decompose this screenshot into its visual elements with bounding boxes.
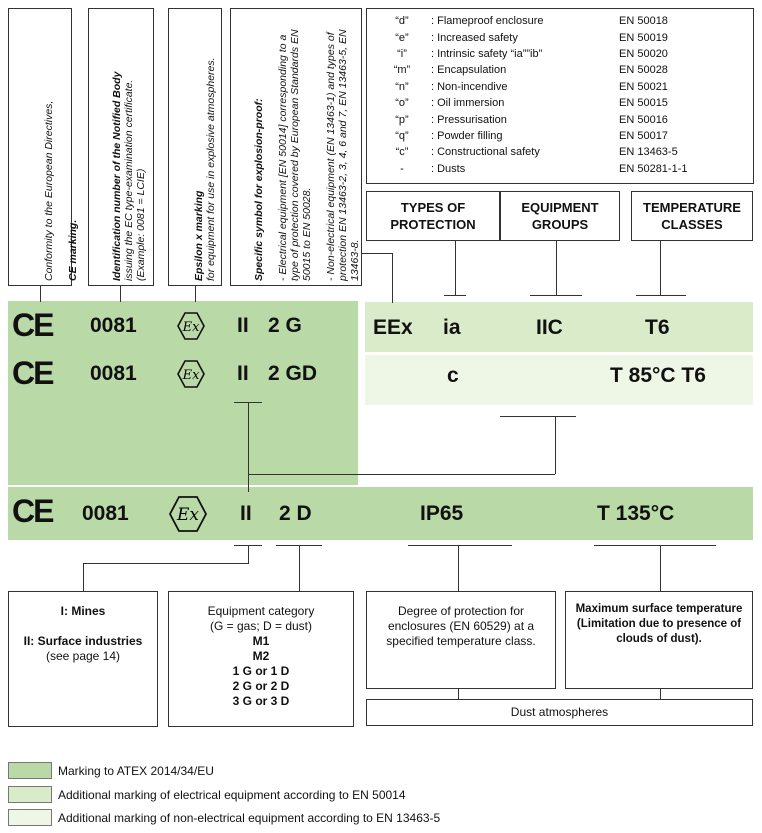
protection-row xyxy=(377,144,692,160)
protection-row xyxy=(377,62,692,78)
protection-row xyxy=(377,128,692,144)
ce-mark-row3: CE xyxy=(12,493,53,529)
protection-row xyxy=(377,79,692,95)
cat-sub: (G = gas; D = dust) xyxy=(209,619,313,633)
protection-name: : Increased safety xyxy=(431,31,518,44)
connector-spec-v xyxy=(392,253,393,303)
protection-code: “e” xyxy=(395,31,409,44)
protection-code: - xyxy=(400,162,404,175)
protection-name: : Oil immersion xyxy=(431,97,505,110)
types-header-line1: TYPES OF xyxy=(400,200,466,215)
eqgroup-row1: IIC xyxy=(536,316,563,339)
protection-code: “m” xyxy=(393,64,411,77)
category-row1: 2 G xyxy=(268,314,302,337)
connector-types xyxy=(455,241,456,295)
epsilon-x-icon-row1 xyxy=(176,311,206,346)
protection-row xyxy=(377,111,692,127)
connector-types-tick xyxy=(444,295,466,296)
ce-description-box xyxy=(8,8,79,286)
legend-atex: Marking to ATEX 2014/34/EU xyxy=(58,764,214,778)
dust-text: Dust atmospheres xyxy=(510,705,609,719)
protection-standard: EN 50018 xyxy=(619,15,668,28)
nb-number-row1: 0081 xyxy=(90,314,137,337)
nb-number-row3: 0081 xyxy=(82,502,129,525)
connector-group-v xyxy=(248,402,249,492)
connector-group-h xyxy=(248,474,555,475)
epsilon-description-box xyxy=(168,8,222,286)
connector-row3-cat xyxy=(299,545,300,591)
temp-text: (Limitation due to presence of clouds of dust). xyxy=(576,618,742,645)
group-row3: II xyxy=(240,502,252,525)
connector-ce xyxy=(40,286,41,302)
see-page-text: (see page 14) xyxy=(45,649,121,663)
ex-title: Epsilon x marking xyxy=(193,190,205,281)
ex-text-row1: Ex xyxy=(182,320,200,335)
notified-body-description-box xyxy=(88,8,154,286)
spec-item-nonelectrical: - Non-electrical equipment (EN 13463-1) and types of protection EN 13463-2, 3, 4, 6 and 7, EN 13463-5, EN 13463-8. xyxy=(325,29,361,281)
protection-name: : Powder filling xyxy=(431,129,503,142)
protection-row xyxy=(377,161,692,177)
connector-row3-ip-tick xyxy=(408,545,512,546)
protection-types-table xyxy=(366,8,754,184)
nb-example: (Example: 0081 = LCIE) xyxy=(135,168,147,281)
nb-text: issuing the EC type-examination certificate. xyxy=(123,79,135,281)
cat-3: 3 G or 3 D xyxy=(232,694,290,708)
types-of-protection-header xyxy=(366,191,500,241)
protection-name: : Non-incendive xyxy=(431,80,508,93)
connector-temp-tick xyxy=(636,295,686,296)
cat-m1: M1 xyxy=(252,634,270,648)
nb-number-row2: 0081 xyxy=(90,362,137,385)
connector-row3-temp xyxy=(660,545,661,591)
eex-row1: EEx xyxy=(373,316,413,339)
surface-text: II: Surface industries xyxy=(23,634,143,648)
ip-description-text: Degree of protection for enclosures (EN 60529) at a specified temperature class. xyxy=(386,604,536,648)
connector-groups-tick xyxy=(530,295,582,296)
protection-standard: EN 50028 xyxy=(619,64,668,77)
nb-title: Identification number of the Notified Body xyxy=(111,71,123,281)
connector-row3-temp-tick xyxy=(594,545,716,546)
temp-header-line2: CLASSES xyxy=(661,217,723,232)
max-surface-temp-box xyxy=(565,591,753,689)
ce-mark-row1: CE xyxy=(12,307,53,343)
connector-row3-group-h xyxy=(83,563,249,564)
connector-groups xyxy=(556,241,557,295)
protection-standard: EN 13463-5 xyxy=(619,146,678,159)
protection-name: : Intrinsic safety “ia””ib” xyxy=(431,47,543,60)
legend-swatch-nonelectrical xyxy=(8,809,52,826)
protection-code: “i” xyxy=(397,47,407,60)
ex-text-row3: Ex xyxy=(177,505,199,525)
protection-table xyxy=(377,13,692,177)
equipment-groups-header xyxy=(500,191,620,241)
ip-description-box xyxy=(366,591,556,689)
groups-header-line2: GROUPS xyxy=(531,217,589,232)
protection-standard: EN 50016 xyxy=(619,113,668,126)
protection-name: : Encapsulation xyxy=(431,64,507,77)
temp-row1: T6 xyxy=(645,316,670,339)
epsilon-x-icon-row2 xyxy=(176,359,206,394)
type-row1: ia xyxy=(443,316,461,339)
protection-row xyxy=(377,29,692,45)
cat-2: 2 G or 2 D xyxy=(232,679,290,693)
specific-symbol-description-box xyxy=(230,8,362,286)
cat-1: 1 G or 1 D xyxy=(232,664,290,678)
connector-eqgroup-v xyxy=(555,416,556,474)
type-row2: c xyxy=(447,364,459,387)
temp-header-line1: TEMPERATURE xyxy=(643,200,741,215)
spec-title: Specific symbol for explosion-proof: xyxy=(253,98,265,281)
connector-dust-right xyxy=(660,689,661,699)
legend-swatch-atex xyxy=(8,762,52,779)
protection-row xyxy=(377,95,692,111)
ce-marking-text: CE marking. xyxy=(67,219,79,281)
protection-code: “q” xyxy=(395,129,409,142)
protection-code: “c” xyxy=(395,146,409,159)
connector-eqgroup-tick xyxy=(500,416,576,417)
protection-standard: EN 50019 xyxy=(619,31,668,44)
protection-standard: EN 50281-1-1 xyxy=(619,162,688,175)
category-row2: 2 GD xyxy=(268,362,318,385)
legend-swatch-electrical xyxy=(8,786,52,803)
connector-ex xyxy=(195,286,196,302)
cat-m2: M2 xyxy=(252,649,270,663)
ex-text-row2: Ex xyxy=(182,368,200,383)
protection-standard: EN 50017 xyxy=(619,129,668,142)
protection-standard: EN 50020 xyxy=(619,47,668,60)
temp-row3: T 135°C xyxy=(597,502,675,525)
protection-code: “n” xyxy=(395,80,409,93)
group-row1: II xyxy=(237,314,249,337)
types-header-line2: PROTECTION xyxy=(390,217,476,232)
protection-row xyxy=(377,46,692,62)
protection-code: “d” xyxy=(395,15,409,28)
category-row3: 2 D xyxy=(279,502,312,525)
spec-item-electrical: - Electrical equipment [EN 50014] corresponding to a type of protection covered by European Standards EN 50015 to EN 50028. xyxy=(277,29,313,281)
connector-spec-h xyxy=(362,253,392,254)
ce-conformity-text: Conformity to the European Directives, xyxy=(43,100,55,281)
cat-title: Equipment category xyxy=(207,604,315,618)
protection-name: : Constructional safety xyxy=(431,146,540,159)
ce-mark-row2: CE xyxy=(12,355,53,391)
legend-nonelectrical: Additional marking of non-electrical equipment according to EN 13463-5 xyxy=(58,811,441,825)
protection-standard: EN 50015 xyxy=(619,97,668,110)
ip-rating-row3: IP65 xyxy=(420,502,464,525)
protection-code: “o” xyxy=(395,97,409,110)
protection-code: “p” xyxy=(395,113,409,126)
protection-standard: EN 50021 xyxy=(619,80,668,93)
ex-text: for equipment for use in explosive atmospheres. xyxy=(205,57,217,281)
connector-dust-left xyxy=(458,689,459,699)
temp-title: Maximum surface temperature xyxy=(575,603,743,615)
protection-row xyxy=(377,13,692,29)
dust-atmospheres-box xyxy=(366,699,753,726)
connector-row3-group-v xyxy=(248,545,249,563)
group-row2: II xyxy=(237,362,249,385)
protection-name: : Pressurisation xyxy=(431,113,507,126)
protection-name: : Dusts xyxy=(431,162,466,175)
connector-temp xyxy=(660,241,661,295)
equipment-category-box xyxy=(168,591,354,727)
connector-row3-mines xyxy=(83,563,84,591)
mines-text: I: Mines xyxy=(60,604,106,618)
legend-electrical: Additional marking of electrical equipment according to EN 50014 xyxy=(58,788,406,802)
groups-header-line1: EQUIPMENT xyxy=(521,200,599,215)
connector-nb xyxy=(120,286,121,302)
connector-row3-ip xyxy=(458,545,459,591)
temperature-classes-header xyxy=(631,191,753,241)
epsilon-x-icon-row3 xyxy=(168,495,208,538)
protection-name: : Flameproof enclosure xyxy=(431,15,544,28)
temp-row2: T 85°C T6 xyxy=(610,364,706,387)
equipment-group-box xyxy=(8,591,158,727)
